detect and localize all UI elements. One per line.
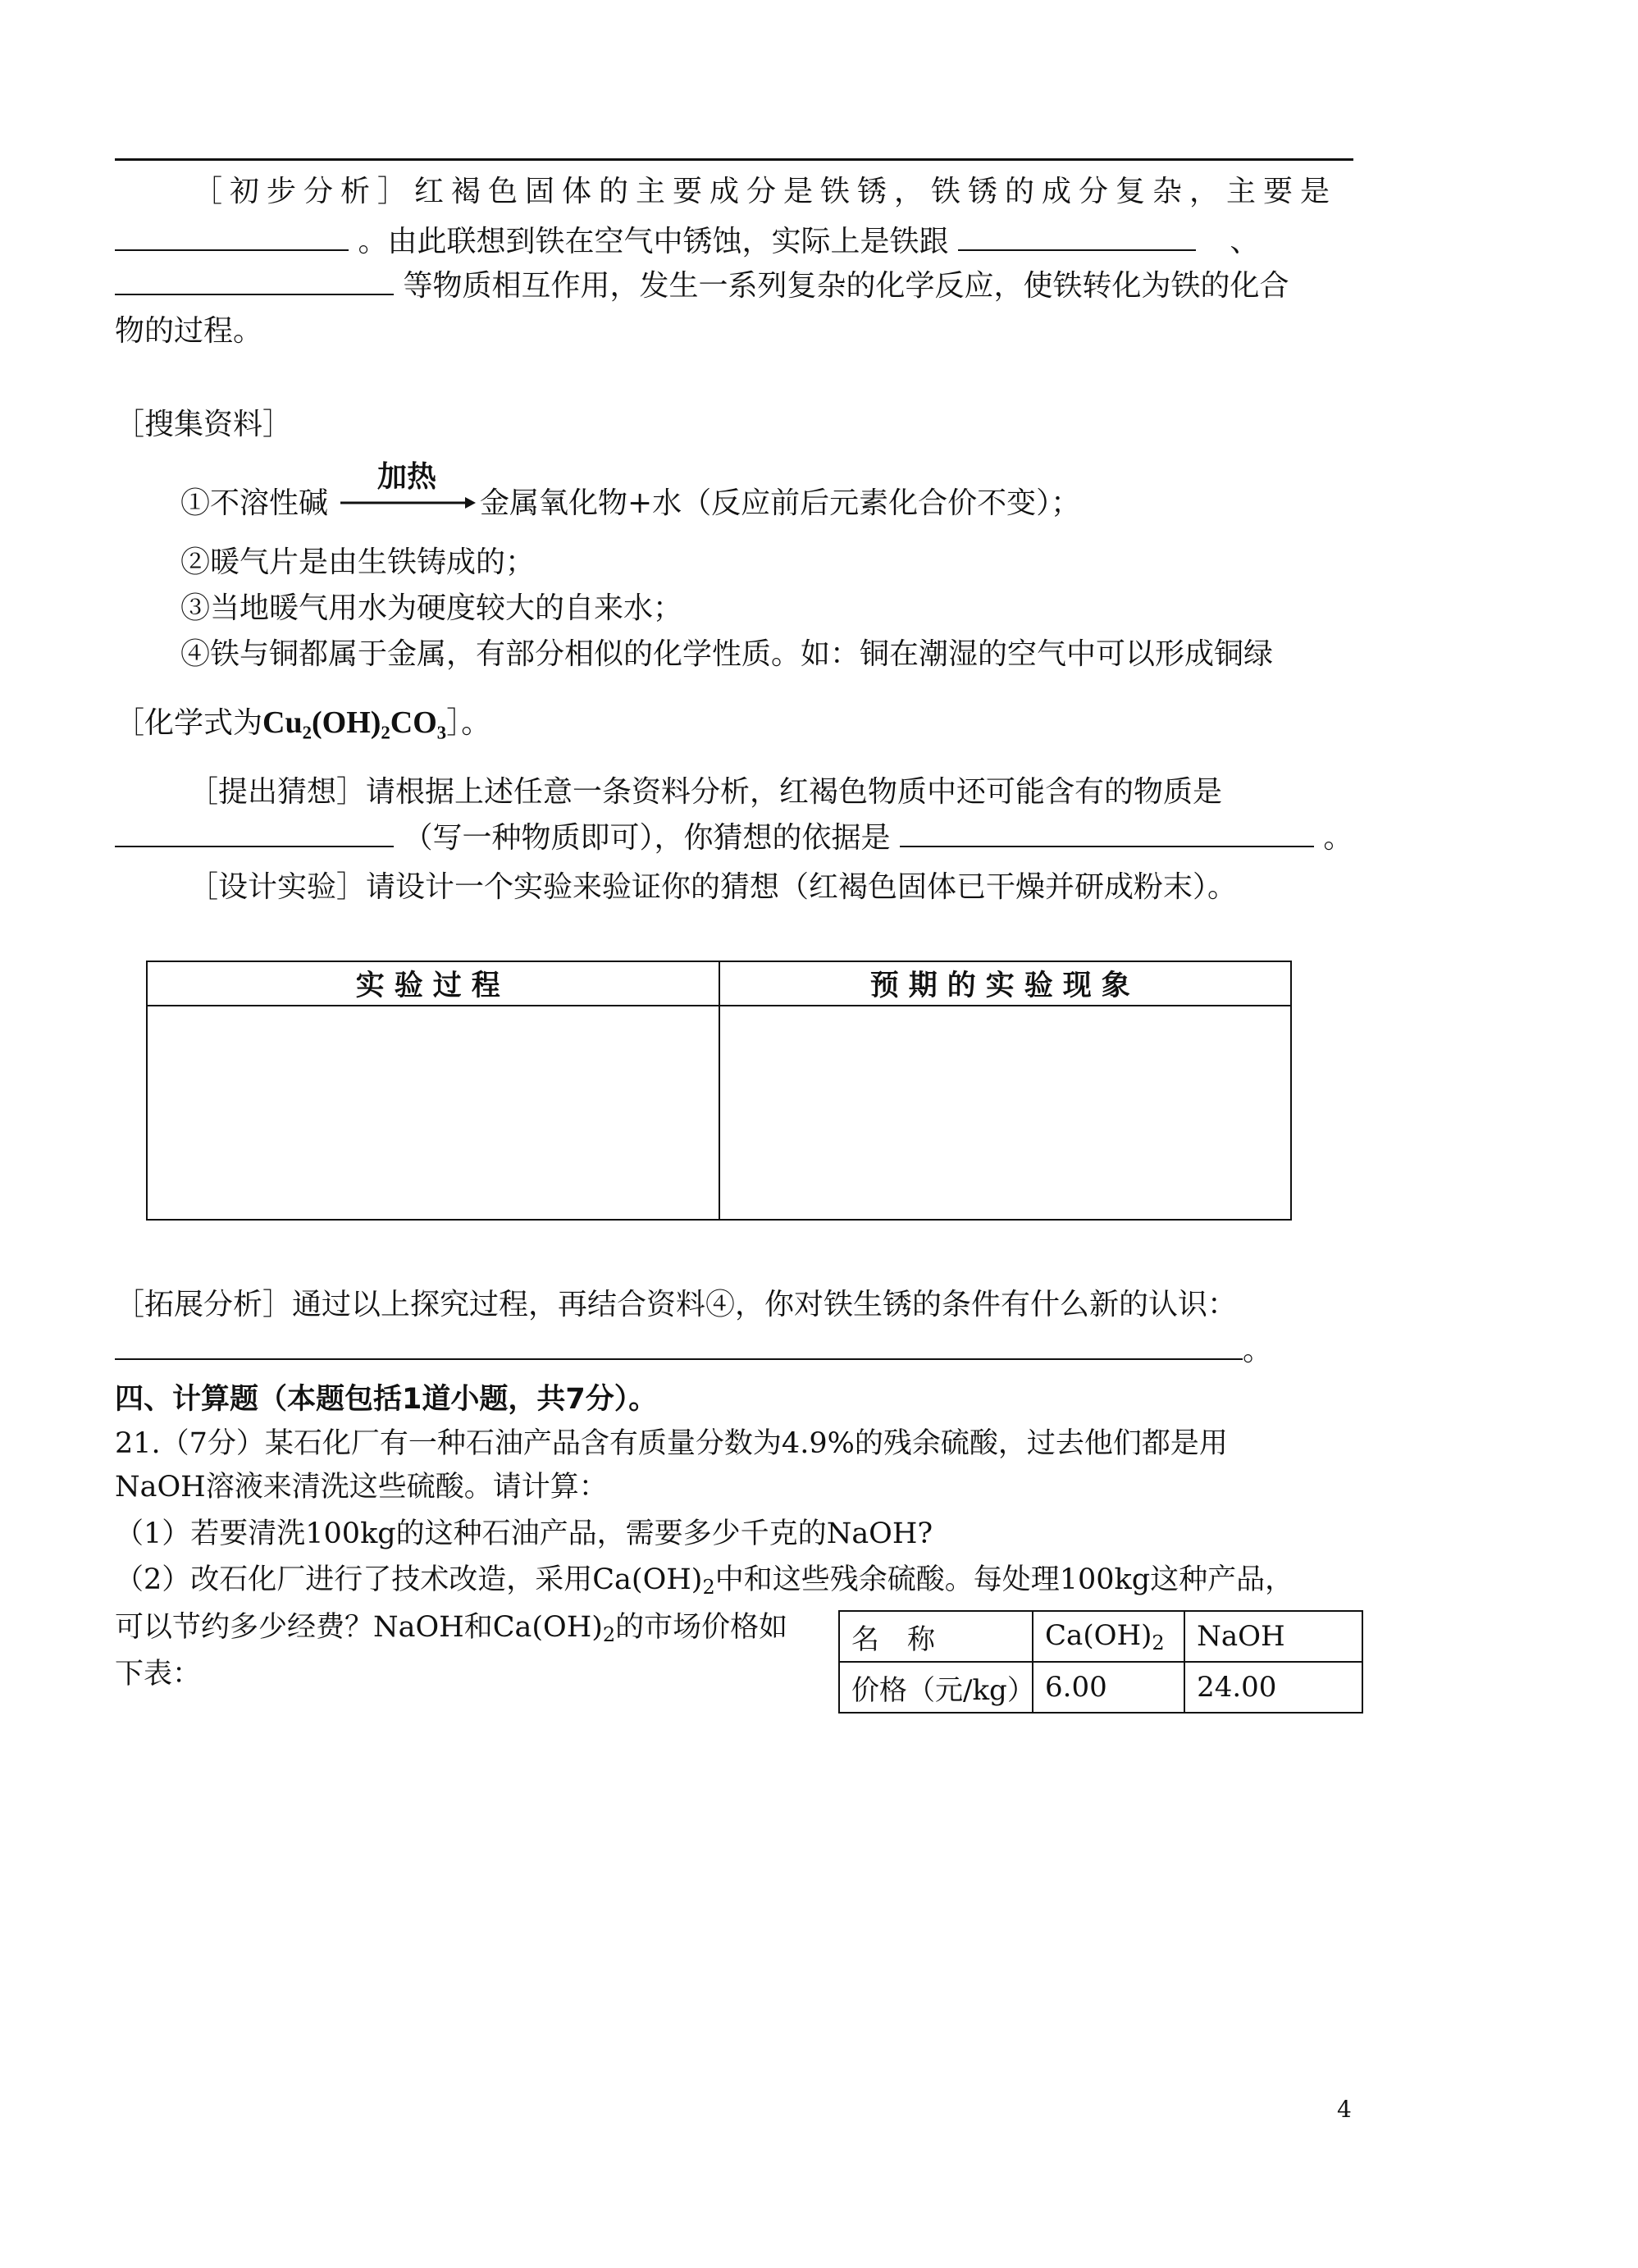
answer-blank[interactable] — [958, 220, 1196, 251]
caoh-label: Ca(OH) — [1045, 1618, 1152, 1652]
subscript-2: 2 — [602, 1623, 616, 1646]
collect-item-3: ③当地暖气用水为硬度较大的自来水； — [180, 591, 683, 625]
header-rule — [115, 158, 1353, 161]
collect-item-2: ②暖气片是由生铁铸成的； — [180, 545, 536, 579]
answer-blank[interactable] — [115, 816, 394, 847]
analysis-line-4: 物的过程。 — [115, 314, 263, 348]
q21-part-2-b: 中和这些残余硫酸。每处理100kg这种产品， — [714, 1563, 1294, 1596]
extend-line: ［拓展分析］通过以上探究过程，再结合资料④，你对铁生锈的条件有什么新的认识： — [115, 1288, 1238, 1321]
expected-phenomenon-cell[interactable] — [719, 1006, 1292, 1220]
design-line: ［设计实验］请设计一个实验来验证你的猜想（红褐色固体已干燥并研成粉末）。 — [189, 870, 1238, 904]
formula-suffix: ］。 — [446, 706, 491, 740]
price-header-naoh: NaOH — [1184, 1611, 1362, 1662]
q21-part-4: 下表： — [115, 1658, 202, 1691]
subscript-2: 2 — [1152, 1631, 1165, 1654]
table-header-phenomenon: 预期的实验现象 — [719, 961, 1292, 1006]
q21-part-2 — [115, 1558, 1294, 1609]
analysis-line-3-text: 等物质相互作用，发生一系列复杂的化学反应，使铁转化为铁的化合 — [403, 269, 1289, 303]
answer-blank[interactable] — [115, 1329, 1243, 1360]
copper-carbonate-formula: Cu₂(OH)₂CO₃ — [262, 705, 447, 740]
collect-item-1-b: 金属氧化物+水（反应前后元素化合价不变）； — [480, 486, 1081, 520]
experiment-process-cell[interactable] — [147, 1006, 719, 1220]
answer-blank[interactable] — [900, 816, 1314, 847]
price-naoh: 24.00 — [1184, 1662, 1362, 1713]
analysis-line-2-comma: 、 — [1230, 225, 1260, 258]
table-row — [839, 1662, 1362, 1713]
arrow-label-heat: 加热 — [377, 460, 437, 494]
q21-part-3 — [115, 1606, 787, 1656]
collect-item-4-cont — [115, 701, 490, 745]
collect-heading: ［搜集资料］ — [115, 408, 293, 441]
table-row — [839, 1611, 1362, 1662]
table-header-process: 实验过程 — [147, 961, 719, 1006]
guess-line-1: ［提出猜想］请根据上述任意一条资料分析，红褐色物质中还可能含有的物质是 — [189, 775, 1223, 809]
q21-part-3-a: 可以节约多少经费？NaOH和Ca(OH) — [115, 1611, 603, 1644]
collect-item-1-a: ①不溶性碱 — [180, 486, 329, 520]
q21-line-2: NaOH溶液来清洗这些硫酸。请计算： — [115, 1471, 608, 1504]
guess-line-2-end: 。 — [1323, 821, 1353, 855]
extend-end: 。 — [1243, 1334, 1273, 1367]
answer-blank[interactable] — [115, 220, 349, 251]
analysis-line-3 — [115, 264, 1289, 308]
price-table — [838, 1610, 1363, 1714]
reaction-arrow-icon — [340, 495, 476, 511]
analysis-line-2 — [115, 220, 1259, 263]
experiment-table — [146, 961, 1292, 1221]
analysis-line-1: ［初步分析］红褐色固体的主要成分是铁锈，铁锈的成分复杂，主要是 — [193, 175, 1338, 208]
collect-item-4: ④铁与铜都属于金属，有部分相似的化学性质。如：铜在潮湿的空气中可以形成铜绿 — [180, 637, 1274, 671]
q21-part-3-b: 的市场价格如 — [615, 1611, 788, 1644]
extend-answer-line — [115, 1329, 1272, 1372]
guess-line-2-text: （写一种物质即可），你猜想的依据是 — [403, 821, 891, 855]
subscript-2: 2 — [702, 1576, 715, 1599]
guess-line-2 — [115, 816, 1353, 860]
q21-line-1: 21.（7分）某石化厂有一种石油产品含有质量分数为4.9%的残余硫酸，过去他们都是用 — [115, 1427, 1228, 1460]
price-row-label: 价格（元/kg） — [839, 1662, 1033, 1713]
formula-prefix: ［化学式为 — [115, 706, 263, 740]
page-number: 4 — [1337, 2096, 1352, 2123]
analysis-line-2-text: 。由此联想到铁在空气中锈蚀，实际上是铁跟 — [358, 225, 949, 258]
price-header-caoh2 — [1033, 1611, 1184, 1662]
answer-blank[interactable] — [115, 264, 394, 295]
price-caoh2: 6.00 — [1033, 1662, 1184, 1713]
section-4-heading: 四、计算题（本题包括1道小题，共7分）。 — [115, 1383, 658, 1416]
q21-part-2-a: （2）改石化厂进行了技术改造，采用Ca(OH) — [115, 1563, 703, 1596]
price-header-name: 名 称 — [839, 1611, 1033, 1662]
q21-part-1: （1）若要清洗100kg的这种石油产品，需要多少千克的NaOH? — [115, 1517, 933, 1550]
